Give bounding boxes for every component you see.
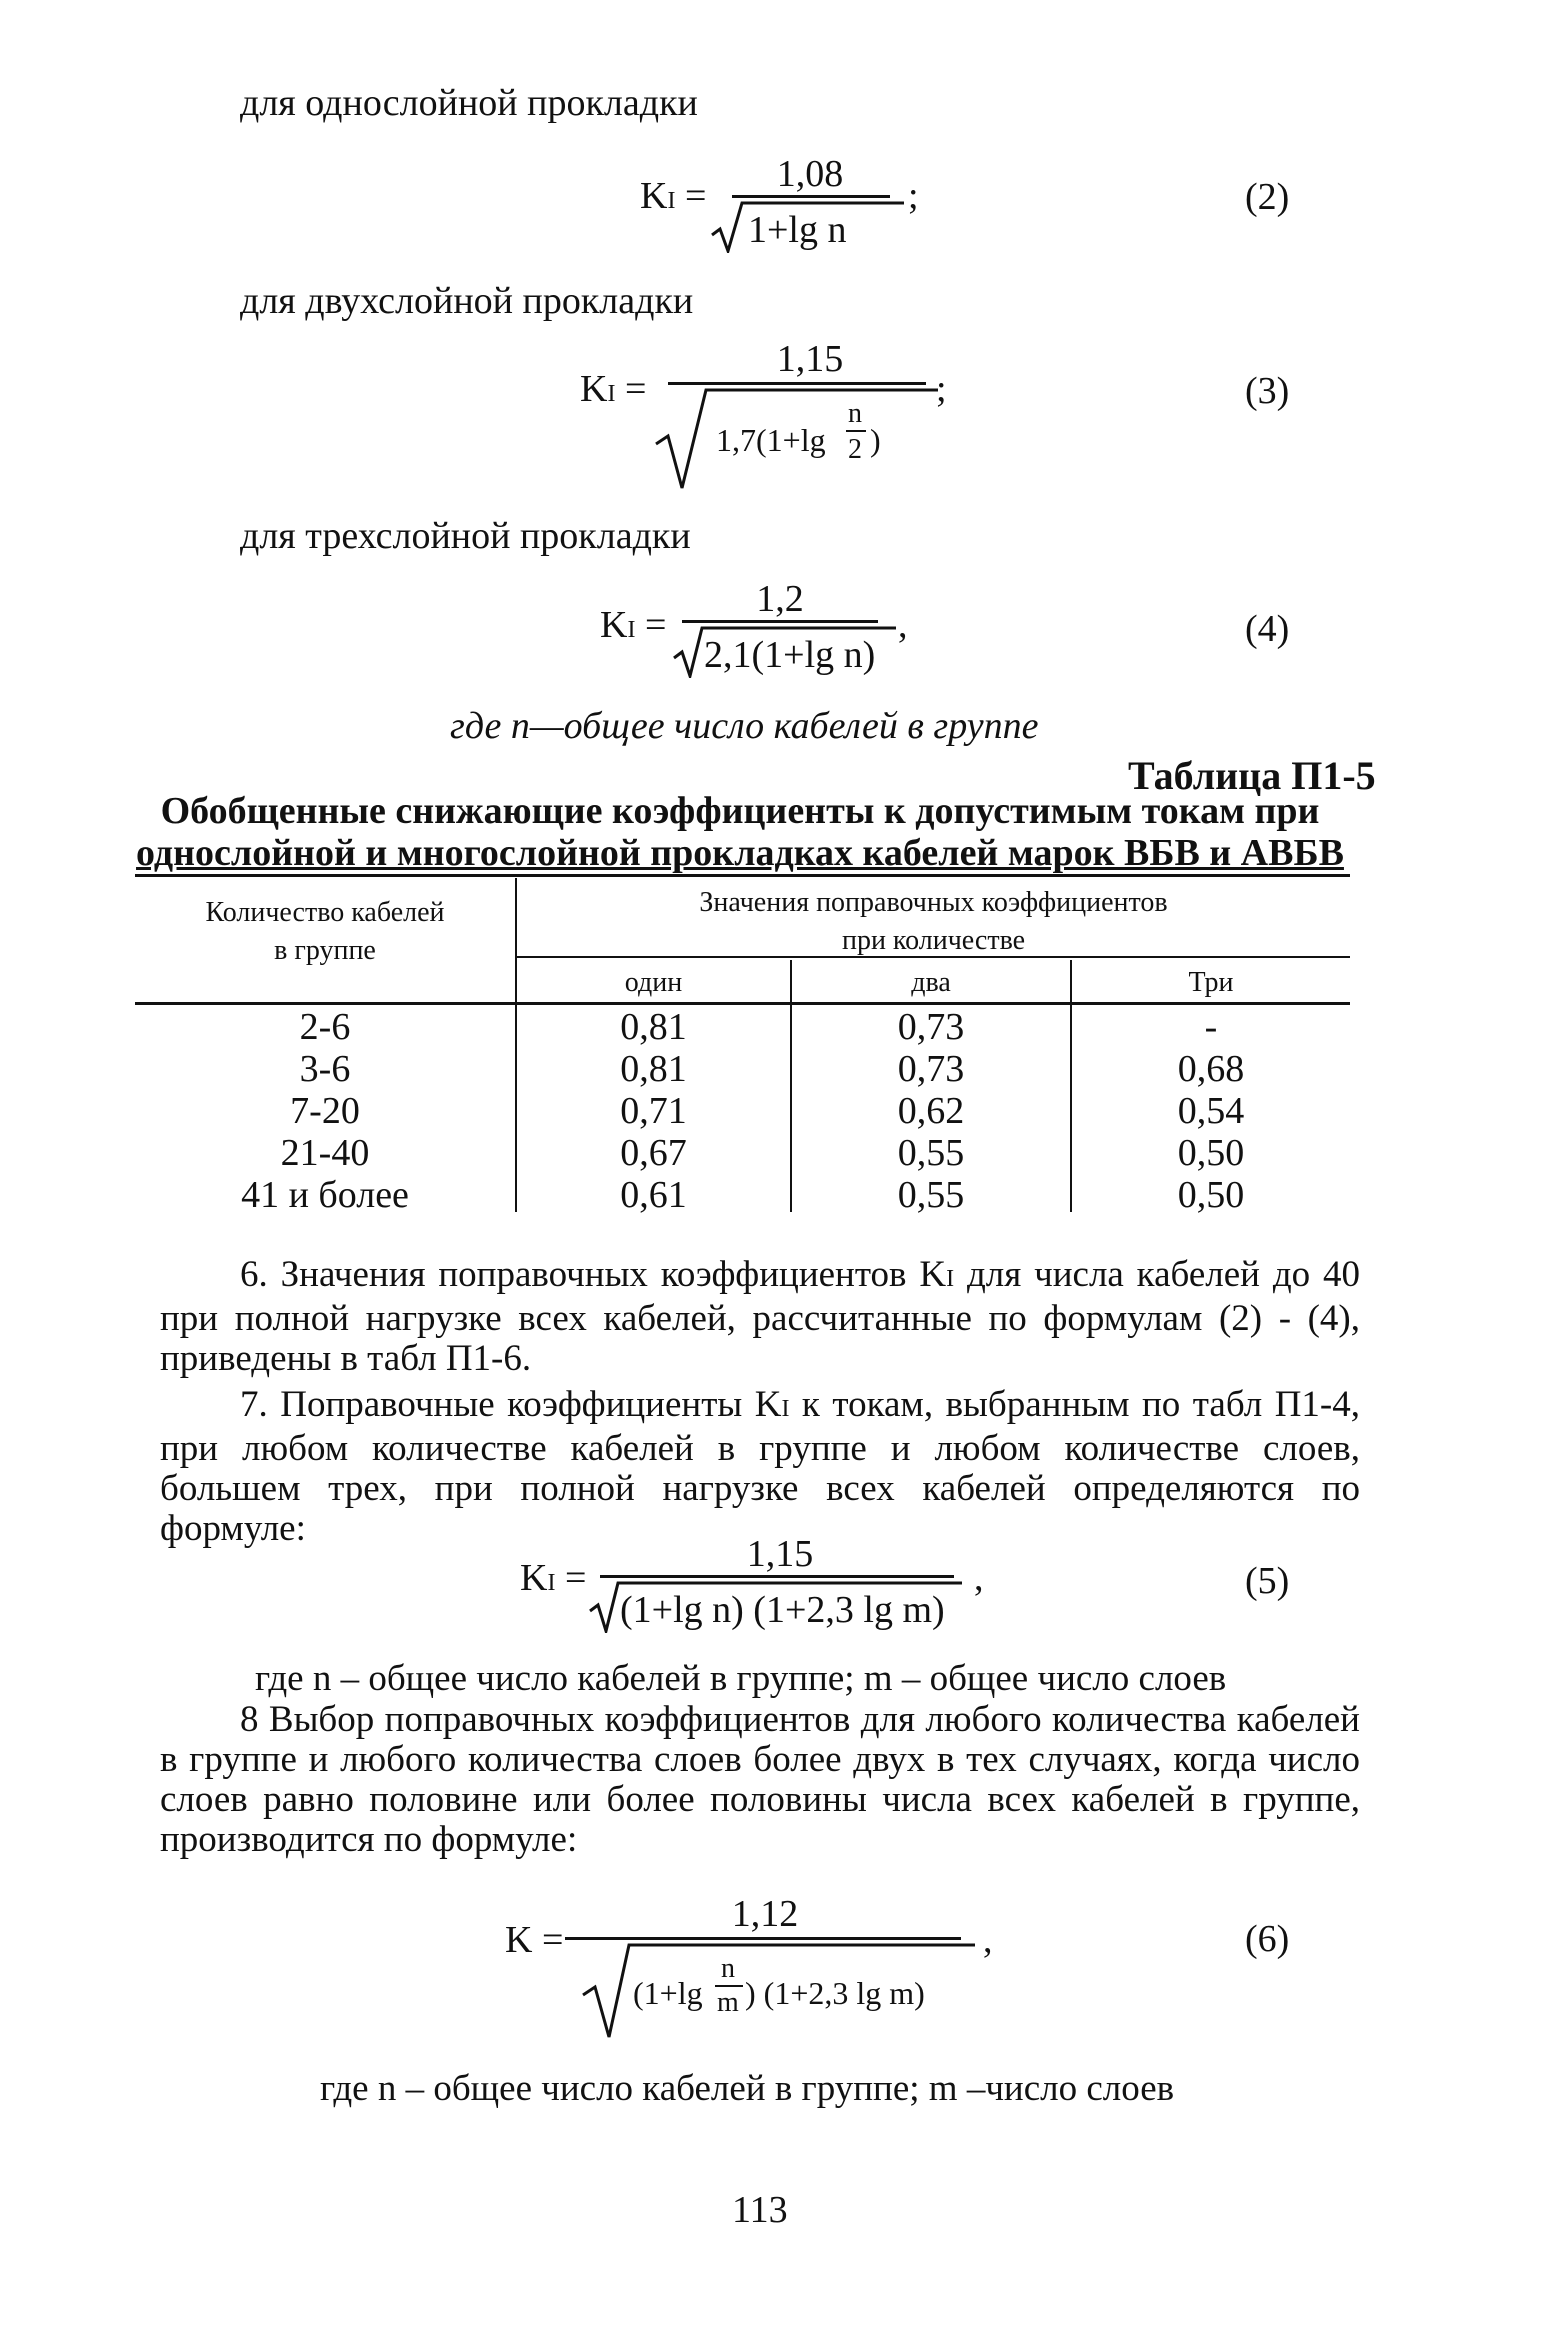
formula-denominator: (1+lg n) (1+2,3 lg m) <box>620 1589 945 1631</box>
paragraph-8 <box>160 1700 1360 1860</box>
table-cell: 7-20 <box>290 1090 360 1132</box>
table-cell: 21-40 <box>280 1132 370 1174</box>
formula-3: KI = 1,15 1,7(1+lg n 2 ) ; <box>580 340 960 490</box>
equation-number-5: (5) <box>1245 1560 1290 1602</box>
header-count-line-2: в группе <box>274 935 376 966</box>
formula-lhs: K <box>640 175 668 217</box>
formula-numerator: 1,08 <box>776 153 844 195</box>
table-cell: 0,71 <box>620 1090 687 1132</box>
formula-lhs-sub: I <box>607 381 616 407</box>
label-double-layer: для двухслойной прокладки <box>240 280 694 322</box>
header-group-line-2: при количестве <box>841 925 1026 956</box>
paragraph-7 <box>160 1385 1360 1549</box>
table-cell: 0,55 <box>897 1174 965 1216</box>
fraction-bar <box>668 382 926 385</box>
table-cell: 0,61 <box>620 1174 687 1216</box>
formula-frac-num: n <box>721 1953 735 1984</box>
formula-numerator: 1,12 <box>731 1893 799 1935</box>
fraction-bar <box>600 1575 954 1578</box>
formula-frac-num: n <box>848 398 862 429</box>
formula-frac-den: m <box>717 1987 739 2018</box>
label-triple-layer: для трехслойной прокладки <box>240 515 691 557</box>
table-cell: 41 и более <box>241 1174 409 1216</box>
formula-denominator-a: 1,7(1+lg <box>716 422 826 458</box>
table-cell: 0,81 <box>620 1006 687 1048</box>
formula-numerator: 1,15 <box>776 338 844 380</box>
formula-lhs-sub: I <box>627 617 636 643</box>
table-cell: 0,73 <box>897 1048 965 1090</box>
formula-lhs: K <box>505 1919 533 1961</box>
paragraph-6 <box>160 1255 1360 1379</box>
formula-5: KI = 1,15 (1+lg n) (1+2,3 lg m) , <box>520 1533 984 1631</box>
table-cell: 2-6 <box>299 1006 351 1048</box>
header-group-line-1: Значения поправочных коэффициентов <box>699 887 1168 918</box>
table-cell: 0,62 <box>897 1090 965 1132</box>
formula-denominator-b: ) <box>870 422 881 458</box>
paragraph-8-text: 8 Выбор поправочных коэффициентов для любого количества кабелей в группе и любого количества слоев более двух в тех случаях, когда число слоев равно половине или более половины числа всех кабелей в группе, производится по формуле: <box>160 1699 1360 1860</box>
table-cell: 0,54 <box>1177 1090 1245 1132</box>
paragraph-7-sub: I <box>781 1396 790 1422</box>
page-number: 113 <box>732 2189 788 2231</box>
formula-denominator-a: (1+lg <box>633 1975 703 2011</box>
table-cell: 0,50 <box>1177 1132 1245 1174</box>
formula-tail: , <box>974 1557 984 1599</box>
label-single-layer: для однослойной прокладки <box>240 82 698 124</box>
formula-frac-den: 2 <box>848 434 862 465</box>
table-title-line-2: однослойной и многослойной прокладках кабелей марок ВБВ и АВБВ <box>136 832 1344 874</box>
formula-denominator-b: ) (1+2,3 lg m) <box>745 1975 925 2011</box>
formula-lhs: K <box>600 604 628 646</box>
equation-number-2: (2) <box>1245 176 1290 218</box>
table-cell: 0,68 <box>1177 1048 1245 1090</box>
where-n-note: где n—общее число кабелей в группе <box>450 705 1039 747</box>
formula-lhs: K <box>580 368 608 410</box>
header-col-one: один <box>624 967 683 998</box>
formula-4: KI = 1,2 2,1(1+lg n) , <box>600 578 908 676</box>
fraction-bar <box>565 1937 961 1940</box>
formula-tail: , <box>898 604 908 646</box>
equation-number-6: (6) <box>1245 1918 1290 1960</box>
paragraph-7-text-b: к токам, выбранным по табл П1-4, при любом количестве кабелей в группе и любом количестве слоев, большем трех, при полной нагрузке всех кабелей определяются по формуле: <box>160 1384 1360 1549</box>
equation-number-3: (3) <box>1245 370 1290 412</box>
table-cell: - <box>1204 1006 1218 1048</box>
formula-denominator: 1+lg n <box>748 209 847 251</box>
formula-6: K = 1,12 (1+lg n m ) (1+2,3 lg m) , <box>505 1895 1025 2040</box>
equation-number-4: (4) <box>1245 608 1290 650</box>
table-cell: 0,73 <box>897 1006 965 1048</box>
header-col-three: Три <box>1188 967 1234 998</box>
formula-tail: ; <box>908 175 919 217</box>
formula-numerator: 1,15 <box>746 1533 814 1575</box>
header-count-line-1: Количество кабелей <box>205 897 445 928</box>
table-number: Таблица П1-5 <box>1128 753 1376 798</box>
paragraph-7-text-a: 7. Поправочные коэффициенты K <box>240 1384 782 1425</box>
table-cell: 3-6 <box>299 1048 351 1090</box>
table-cell: 0,55 <box>897 1132 965 1174</box>
fraction-bar <box>732 195 890 198</box>
table-cell: 0,67 <box>620 1132 687 1174</box>
fraction-bar <box>846 430 866 432</box>
formula-tail: , <box>983 1919 993 1961</box>
table-cell: 0,50 <box>1177 1174 1245 1216</box>
paragraph-6-text-a: 6. Значения поправочных коэффициентов K <box>240 1254 947 1295</box>
table-title-line-1: Обобщенные снижающие коэффициенты к допустимым токам при <box>160 790 1320 832</box>
formula-lhs: K <box>520 1557 548 1599</box>
formula-tail: ; <box>936 368 947 410</box>
table-cell: 0,81 <box>620 1048 687 1090</box>
where-n-m-note: где n – общее число кабелей в группе; m – общее число слоев <box>255 1658 1227 1699</box>
paragraph-6-text-b: для числа кабелей до 40 при полной нагрузке всех кабелей, рассчитанные по формулам (2) - (4), приведены в табл П1-6. <box>160 1254 1360 1379</box>
formula-lhs-sub: I <box>667 188 676 214</box>
coefficient-table <box>135 874 1355 1214</box>
formula-lhs-sub: I <box>547 1570 556 1596</box>
where-n-m-note-2: где n – общее число кабелей в группе; m –число слоев <box>320 2068 1175 2109</box>
header-col-two: два <box>911 967 951 998</box>
formula-denominator: 2,1(1+lg n) <box>704 634 876 676</box>
formula-2: KI = 1,08 1+lg n ; <box>640 153 919 251</box>
fraction-bar <box>682 620 878 623</box>
formula-numerator: 1,2 <box>756 578 804 620</box>
paragraph-6-sub: I <box>946 1266 955 1292</box>
